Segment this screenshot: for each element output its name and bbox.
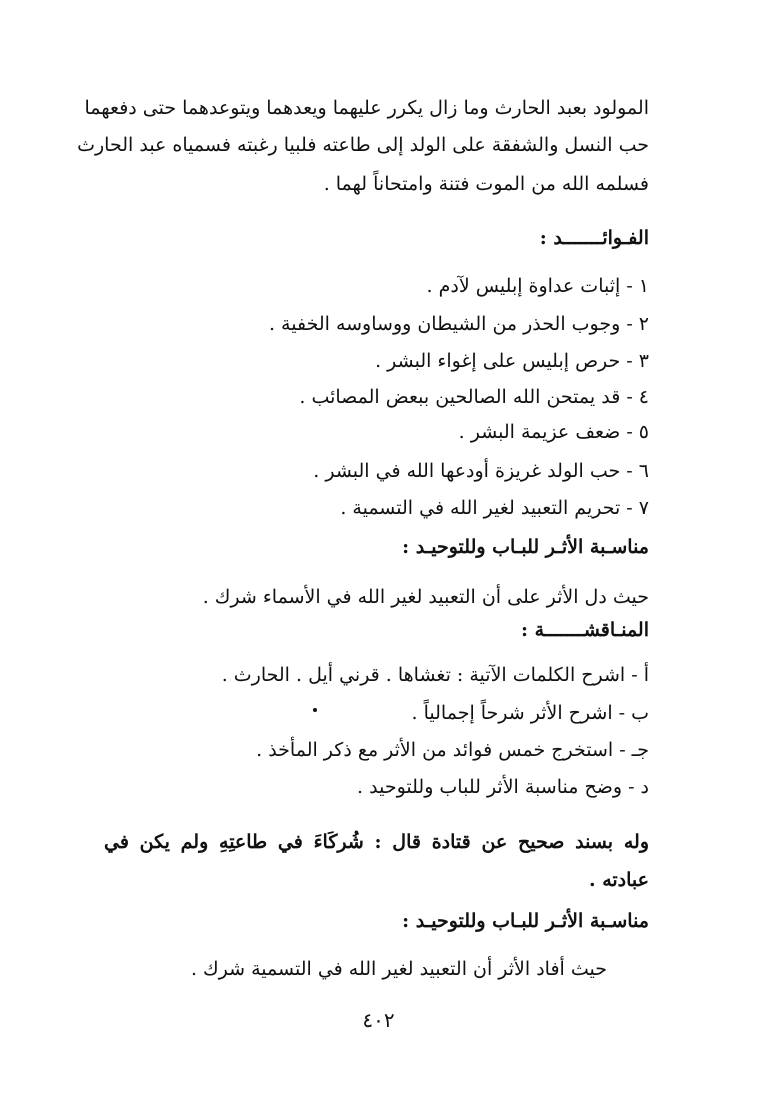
relevance-heading-2: مناسـبة الأثـر للبـاب وللتوحيـد : — [402, 910, 649, 932]
paragraph-line-2: حب النسل والشفقة على الولد إلى طاعته فلبيا رغبته فسمياه عبد الحارث — [77, 134, 649, 156]
benefit-item-7: ٧ - تحريم التعبيد لغير الله في التسمية . — [340, 497, 649, 519]
benefit-item-6: ٦ - حب الولد غريزة أودعها الله في البشر . — [313, 460, 649, 482]
benefit-item-3: ٣ - حرص إبليس على إغواء البشر . — [375, 350, 649, 372]
discussion-item-c: جـ - استخرج خمس فوائد من الأثر مع ذكر المأخذ . — [256, 739, 649, 761]
page-number: ٤٠٢ — [362, 1008, 395, 1032]
benefit-item-4: ٤ - قد يمتحن الله الصالحين ببعض المصائب . — [299, 386, 649, 408]
paragraph-line-1: المولود بعبد الحارث وما زال يكرر عليهما ويعدهما ويتوعدهما حتى دفعهما — [84, 97, 649, 119]
benefits-heading: الفـوائـــــــد : — [539, 227, 649, 249]
discussion-item-d: د - وضح مناسبة الأثر للباب وللتوحيد . — [357, 776, 649, 798]
relevance-text-2: حيث أفاد الأثر أن التعبيد لغير الله في التسمية شرك . — [190, 958, 607, 980]
qatada-line-2: عبادته . — [588, 869, 649, 891]
paragraph-line-3: فسلمه الله من الموت فتنة وامتحاناً لهما . — [323, 173, 649, 195]
relevance-heading-1: مناسـبة الأثـر للبـاب وللتوحيـد : — [402, 536, 649, 558]
discussion-item-b: ب - اشرح الأثر شرحاً إجمالياً . — [411, 702, 649, 724]
qatada-line-1: وله بسند صحيح عن قتادة قال : شُركَاءَ في طاعتِهِ ولم يكن في — [104, 831, 649, 853]
discussion-item-a: أ - اشرح الكلمات الآتية : تغشاها . قرني أيل . الحارث . — [221, 664, 649, 686]
benefit-item-1: ١ - إثبات عداوة إبليس لآدم . — [426, 275, 649, 297]
benefit-item-2: ٢ - وجوب الحذر من الشيطان ووساوسه الخفية . — [268, 313, 649, 335]
benefit-item-5: ٥ - ضعف عزيمة البشر . — [458, 421, 649, 443]
stray-dot — [313, 708, 317, 712]
relevance-text-1: حيث دل الأثر على أن التعبيد لغير الله في الأسماء شرك . — [202, 586, 649, 608]
discussion-heading: المنـاقشـــــــة : — [521, 619, 649, 641]
